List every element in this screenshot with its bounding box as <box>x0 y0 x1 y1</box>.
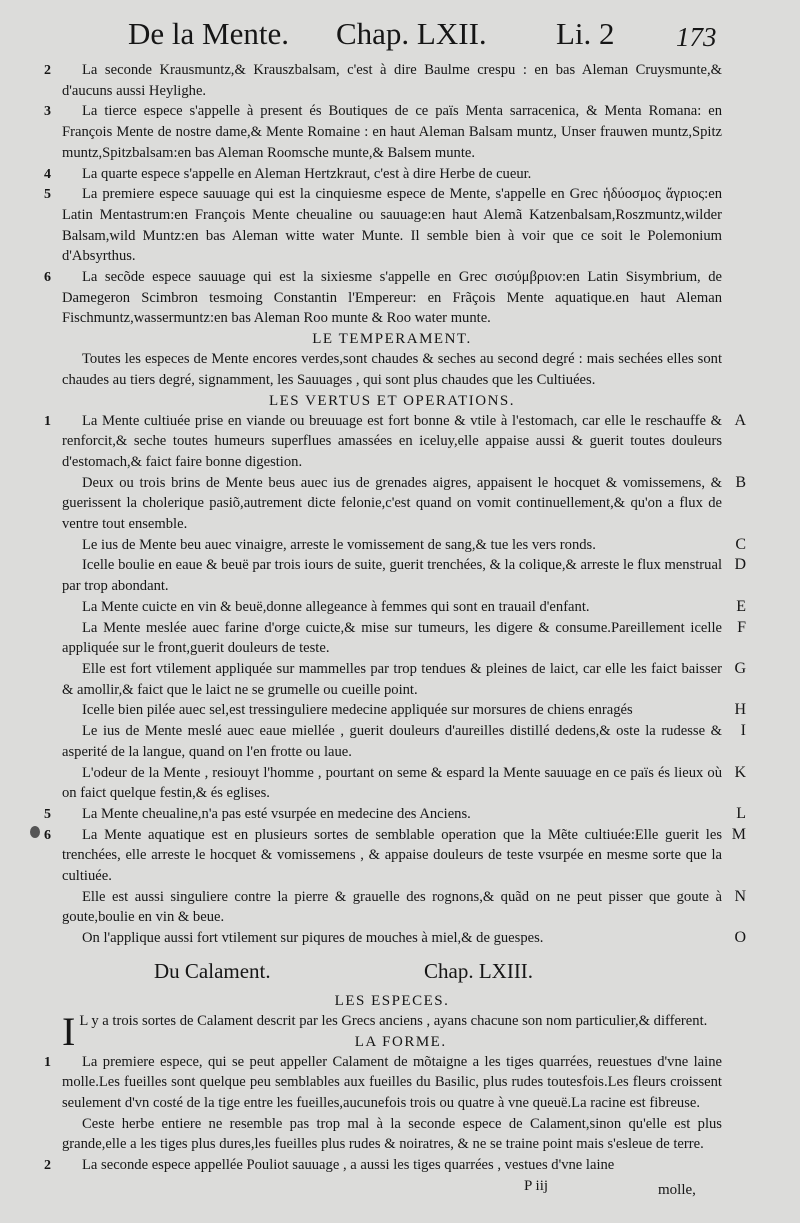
margin-number: 6 <box>44 827 51 843</box>
paragraph <box>44 411 746 473</box>
margin-letter: C <box>735 535 746 553</box>
drop-cap: I <box>62 1008 76 1054</box>
paragraph <box>62 700 746 721</box>
margin-number: 6 <box>44 270 51 286</box>
running-header <box>0 16 800 56</box>
paragraph <box>44 804 746 825</box>
catchword: molle, <box>658 1181 696 1198</box>
paragraph-text: La Mente meslée auec farine d'orge cuicte,& mise sur tumeurs, les digere & consume.Pareillement icelle appliquée sur le front,guerit douleurs de teste. <box>62 619 722 657</box>
paragraph <box>62 887 746 928</box>
paragraph <box>44 184 722 267</box>
margin-letter: E <box>736 597 746 615</box>
margin-letter: B <box>735 473 746 491</box>
margin-letter: O <box>734 929 746 947</box>
forme-section <box>44 1052 722 1176</box>
paragraph <box>62 763 746 804</box>
section-heading-forme: LA FORME. <box>354 1033 447 1050</box>
page-number: 173 <box>676 22 717 52</box>
paragraph-text: Elle est aussi singuliere contre la pierre & grauelle des rognons,& quãd on ne peut pisser que goute à goute,boulie en vin & beue. <box>62 888 722 926</box>
paragraph <box>44 60 722 101</box>
paragraph <box>62 618 746 659</box>
paragraph-text: La quarte espece s'appelle en Aleman Hertzkraut, c'est à dire Herbe de cueur. <box>82 165 532 182</box>
paragraph <box>62 1114 722 1155</box>
margin-number: 2 <box>44 63 51 78</box>
paragraph-text: La Mente cultiuée prise en viande ou breuuage est fort bonne & vtile à l'estomach, car elle le reschauffe & renforcit,& seche toutes humeurs superflues amassées en iceluy,elle appaise aussi & guerit toutes douleurs d'estomach,& faict faire bonne digestion. <box>62 412 722 470</box>
page-body <box>44 60 746 1198</box>
paragraph-text: La Mente cuicte en vin & beuë,donne allegeance à femmes qui sont en trauail d'enfant. <box>82 598 590 615</box>
paragraph <box>44 267 722 329</box>
page-footer <box>62 1176 722 1198</box>
paragraph <box>62 473 746 535</box>
paragraph <box>62 721 746 762</box>
section-heading-especes: LES ESPECES. <box>334 992 450 1009</box>
margin-number: 5 <box>44 187 51 203</box>
paragraph-text: Le ius de Mente beu auec vinaigre, arreste le vomissement de sang,& tue les vers ronds. <box>82 536 596 553</box>
paragraph-text: La Mente cheualine,n'a pas esté vsurpée en medecine des Anciens. <box>82 805 471 822</box>
signature-mark: P iij <box>524 1177 549 1194</box>
header-chapter: Chap. LXII. <box>336 16 487 51</box>
header-title: De la Mente. <box>128 16 289 51</box>
margin-blot-icon <box>30 826 40 838</box>
paragraph-text: La Mente aquatique est en plusieurs sortes de semblable operation que la Mẽte cultiuée:Elle guerit les trenchées, elle arreste le hocquet & vomissemens , & appaise douleurs de teste vsurpée en mesme sorte que la cultiuée. <box>62 826 722 885</box>
paragraph <box>44 1052 722 1114</box>
paragraph-text: On l'applique aussi fort vtilement sur piqures de mouches à miel,& de guespes. <box>82 930 544 947</box>
margin-number: 1 <box>44 1054 51 1070</box>
paragraph-text: Icelle bien pilée auec sel,est tressinguliere medecine appliquée sur morsures de chiens enragés <box>82 702 633 719</box>
paragraph <box>44 164 722 185</box>
paragraph <box>62 928 746 949</box>
margin-letter: G <box>734 659 746 677</box>
paragraph-text: Icelle boulie en eaue & beuë par trois iours de suite, guerit trenchées, & la colique,& arreste le flux menstrual par trop abondant. <box>62 557 722 595</box>
section-heading-vertus: LES VERTUS ET OPERATIONS. <box>268 392 516 409</box>
margin-letter: M <box>731 825 746 843</box>
margin-letter: L <box>736 804 746 822</box>
margin-letter: K <box>734 763 746 781</box>
paragraph <box>62 597 746 618</box>
margin-letter: D <box>734 556 746 574</box>
chapter-heading <box>62 955 722 991</box>
section-heading-temperament: LE TEMPERAMENT. <box>312 331 472 348</box>
paragraph-text: La seconde Krausmuntz,& Krauszbalsam, c'est à dire Baulme crespu : en bas Aleman Cruysmunte,& d'aucuns aussi Heylighe. <box>62 62 722 99</box>
margin-number: 5 <box>44 806 51 822</box>
margin-letter: A <box>734 411 746 429</box>
temperament-paragraph: Toutes les especes de Mente encores verdes,sont chaudes & seches au second degré : mais sechées elles sont chaudes au tiers degré, signamment, les Sauuages , qui sont plus chaudes que les Cultiuées. <box>62 351 722 388</box>
margin-number: 2 <box>44 1158 51 1174</box>
paragraph-text: La premiere espece sauuage qui est la cinquiesme espece de Mente, s'appelle en Grec ἡδύοσμος ἄγριος:en Latin Mentastrum:en François Mente cheualine ou sauuage:en haut Alemã Katzenbalsam,Roszmuntz,wilder Balsam,wild Muntz:en bas Aleman witte water Munte. Il semble bien à voir que ce soit le Polemonium d'Absyrthus. <box>62 186 722 265</box>
paragraph <box>62 535 746 556</box>
paragraph-text: L'odeur de la Mente , resiouyt l'homme , pourtant on seme & espard la Mente sauuage en ce païs és lieux où on faict quelque festin,& és eglises. <box>62 764 722 802</box>
paragraph <box>62 555 746 596</box>
paragraph <box>62 659 746 700</box>
paragraph-text: La tierce espece s'appelle à present és Boutiques de ce païs Menta sarracenica, & Menta Romana: en François Mente de nostre dame,& Mente Romaine : en haut Aleman Balsam muntz, Unser frauwen muntz,Spitz muntz,Spitzbalsam:en bas Aleman Roomsche munte,& Balsem munte. <box>62 103 722 161</box>
margin-letter: N <box>734 887 746 905</box>
chapter-number: Chap. LXIII. <box>424 958 534 983</box>
paragraph <box>44 101 722 163</box>
margin-number: 3 <box>44 104 51 120</box>
paragraph-text: La seconde espece appellée Pouliot sauuage , a aussi les tiges quarrées , vestues d'vne laine <box>82 1157 615 1174</box>
paragraph <box>44 1155 722 1176</box>
margin-letter: F <box>737 618 746 636</box>
margin-number: 4 <box>44 166 51 182</box>
header-book: Li. 2 <box>556 16 615 51</box>
paragraph-text: La premiere espece, qui se peut appeller Calament de mõtaigne a les tiges quarrées, reuestues d'vne laine molle.Les fueilles sont quelque peu semblables aux fueilles du Basilic, plus rudes toutesfois.Les fleurs croissent seulement d'vn costé de la tige entre les fueilles,aucunefois trois ou quatre à vne queuë.La racine est fibreuse. <box>62 1053 722 1111</box>
paragraph-text: Deux ou trois brins de Mente beus auec ius de grenades aigres, appaisent le hocquet & vomissemens, & guerissent la cholerique pasiõ,autrement dicte felonie,c'est quand on vomit continuellement,& qu'on a flux de ventre tout ensemble. <box>62 474 722 533</box>
margin-letter: I <box>740 722 746 740</box>
margin-number: 1 <box>44 413 51 429</box>
paragraph-text: Elle est fort vtilement appliquée sur mammelles par trop tendues & pleines de laict, car elle les faict baisser & amollir,& faict que le laict ne se grumelle ou cueille point. <box>62 660 722 698</box>
paragraph <box>44 825 746 887</box>
chapter-title: Du Calament. <box>154 958 271 983</box>
paragraph-text: Ceste herbe entiere ne resemble pas trop mal à la seconde espece de Calament,sinon qu'elle est plus grande,elle a les tiges plus dures,les fueilles plus rudes & noiratres, & ne se traine point mais s'esleue de terre. <box>62 1115 722 1153</box>
margin-letter: H <box>734 701 746 719</box>
vertus-section <box>44 411 746 949</box>
paragraph-text: Le ius de Mente meslé auec eaue miellée , guerit douleurs d'aureilles distillé dedens,& oste la rudesse & asperité de la langue, quand on l'en frotte ou laue. <box>62 723 722 760</box>
paragraph-text: La secõde espece sauuage qui est la sixiesme s'appelle en Grec σισύμβριον:en Latin Sisymbrium, de Damegeron Scimbron tesmoing Constantin l'Empereur: en Frãçois Mente aquatique.en haut Aleman Fischmuntz,wassermuntz:en bas Aleman Roo munte & Roo water munte. <box>62 269 722 327</box>
especes-text: L y a trois sortes de Calament descrit par les Grecs anciens , ayans chacune son nom particulier,& different. <box>79 1012 708 1029</box>
names-section <box>44 60 722 329</box>
